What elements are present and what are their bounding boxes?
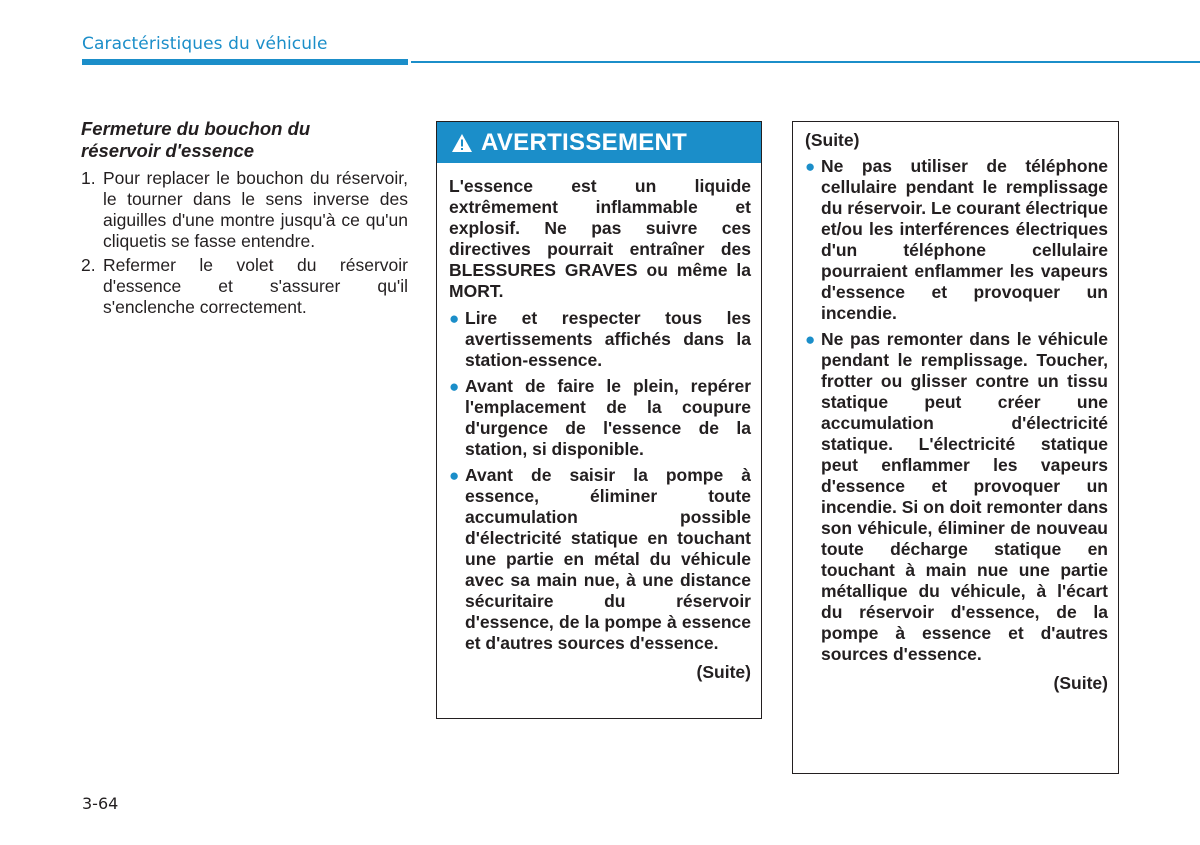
bullet-text: Avant de faire le plein, repérer l'emplacement de la coupure d'urgence de l'essence de la station, si disponible. [465,376,751,459]
step-number: 1. [81,168,96,188]
continued-label: (Suite) [1053,673,1108,693]
sub-heading [81,118,408,162]
continued-bullets [805,156,1108,665]
bullet-text: Lire et respecter tous les avertissements affichés dans la station-essence. [465,308,751,370]
bullet-text: Ne pas remonter dans le véhicule pendant le remplissage. Toucher, frotter ou glisser contre un tissu statique peut créer une accumulation d'électricité statique. L'électricité statique peut enflammer les vapeurs d'essence et provoquer un incendie. Si on doit remonter dans son véhicule, éliminer de nouveau toute décharge statique en touchant à main nue une partie métallique du véhicule, à l'écart du réservoir d'essence, de la pompe à essence et d'autres sources d'essence. [821,329,1108,664]
warning-banner [437,122,761,163]
list-item [805,329,1108,665]
continued-warning-box [792,121,1119,774]
list-item [81,255,408,318]
bullet-dot: ● [449,309,460,328]
list-item [81,168,408,252]
sub-heading-line1: Fermeture du bouchon du [81,118,311,139]
bullet-dot: ● [805,330,816,349]
continued-label: (Suite) [696,662,751,682]
warning-triangle-icon [451,133,473,153]
list-item [449,376,751,460]
step-text: Pour replacer le bouchon du réservoir, le tourner dans le sens inverse des aiguilles d'une montre jusqu'à ce qu'un cliquetis se fasse entendre. [103,168,408,251]
list-item [805,156,1108,324]
bullet-dot: ● [449,466,460,485]
page-number: 3-64 [82,794,119,813]
continued-body [805,130,1108,694]
step-number: 2. [81,255,96,275]
list-item [449,465,751,654]
header-rule-thin [411,61,1200,63]
bullet-dot: ● [805,157,816,176]
list-item [449,308,751,371]
warning-body [449,176,751,683]
bullet-text: Ne pas utiliser de téléphone cellulaire pendant le remplissage du réservoir. Le courant électrique et/ou les interférences électriques d'un téléphone cellulaire pourraient enflammer les vapeurs d'essence et provoquer un incendie. [821,156,1108,323]
bullet-dot: ● [449,377,460,396]
warning-banner-text: AVERTISSEMENT [481,128,688,156]
sub-heading-line2: réservoir d'essence [81,140,255,161]
warning-box [436,121,762,719]
continued-top-label: (Suite) [805,130,860,150]
bullet-text: Avant de saisir la pompe à essence, éliminer toute accumulation possible d'électricité statique en touchant une partie en métal du véhicule avec sa main nue, à une distance sécuritaire du réservoir d'essence, de la pompe à essence et d'autres sources d'essence. [465,465,751,653]
warning-intro: L'essence est un liquide extrêmement inflammable et explosif. Ne pas suivre ces directives pourrait entraîner des BLESSURES GRAVES ou même la MORT. [449,176,751,301]
steps-list [81,168,408,318]
left-column [81,118,408,321]
section-header-title: Caractéristiques du véhicule [82,34,328,54]
warning-bullets [449,308,751,654]
header-rule-thick [82,59,408,65]
step-text: Refermer le volet du réservoir d'essence et s'assurer qu'il s'enclenche correctement. [103,255,408,317]
